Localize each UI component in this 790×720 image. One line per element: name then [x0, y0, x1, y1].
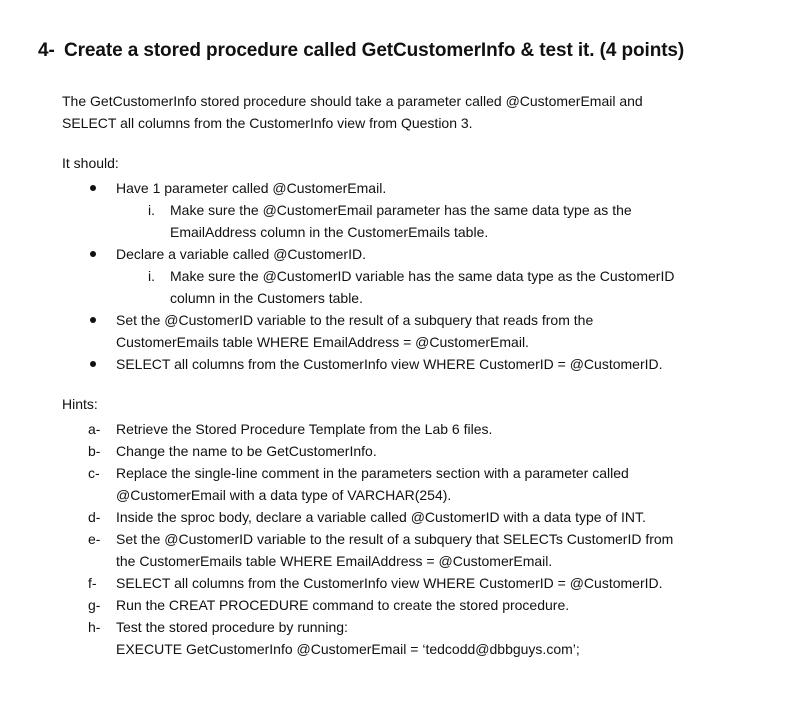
- hint-letter: b-: [88, 443, 101, 459]
- bullet-item: [62, 309, 752, 331]
- bullet-text: Have 1 parameter called @CustomerEmail.: [116, 180, 387, 196]
- bullet-text: CustomerEmails table WHERE EmailAddress = @CustomerEmail.: [116, 334, 529, 350]
- question-heading: [38, 40, 684, 62]
- sub-item-continuation: [62, 221, 752, 243]
- hint-code: EXECUTE GetCustomerInfo @CustomerEmail = ‘tedcodd@dbbguys.com’;: [116, 641, 580, 657]
- hint-text: SELECT all columns from the CustomerInfo view WHERE CustomerID = @CustomerID.: [116, 575, 663, 591]
- bullet-icon: [90, 361, 96, 367]
- bullet-text: Declare a variable called @CustomerID.: [116, 246, 366, 262]
- sub-item-continuation: [62, 287, 752, 309]
- question-number: 4-: [38, 40, 55, 61]
- sub-item-text: column in the Customers table.: [170, 290, 363, 306]
- hint-letter: c-: [88, 465, 100, 481]
- hint-item: [62, 418, 752, 440]
- hint-text: Retrieve the Stored Procedure Template from the Lab 6 files.: [116, 421, 493, 437]
- requirements-list: [62, 177, 752, 375]
- bullet-item: [62, 177, 752, 199]
- bullet-text: Set the @CustomerID variable to the result of a subquery that reads from the: [116, 312, 594, 328]
- hint-letter: a-: [88, 421, 101, 437]
- hint-continuation: [62, 638, 752, 660]
- bullet-icon: [90, 317, 96, 323]
- bullet-icon: [90, 185, 96, 191]
- hint-letter: f-: [88, 575, 97, 591]
- roman-numeral: i.: [148, 268, 155, 284]
- hint-continuation: [62, 484, 752, 506]
- hint-text: Inside the sproc body, declare a variable called @CustomerID with a data type of INT.: [116, 509, 646, 525]
- sub-item-text: Make sure the @CustomerID variable has the same data type as the CustomerID: [170, 268, 675, 284]
- roman-numeral: i.: [148, 202, 155, 218]
- bullet-icon: [90, 251, 96, 257]
- hint-item: [62, 528, 752, 550]
- hint-letter: g-: [88, 597, 101, 613]
- sub-item-text: Make sure the @CustomerEmail parameter has the same data type as the: [170, 202, 632, 218]
- hint-text: Set the @CustomerID variable to the result of a subquery that SELECTs CustomerID from: [116, 531, 674, 547]
- sub-item-text: EmailAddress column in the CustomerEmails table.: [170, 224, 489, 240]
- hint-item: [62, 440, 752, 462]
- hint-item: [62, 594, 752, 616]
- hint-item: [62, 506, 752, 528]
- hint-text: Run the CREAT PROCEDURE command to create the stored procedure.: [116, 597, 570, 613]
- intro-paragraph: [62, 90, 742, 134]
- intro-line: SELECT all columns from the CustomerInfo view from Question 3.: [62, 115, 473, 131]
- hint-continuation: [62, 550, 752, 572]
- hint-text: Test the stored procedure by running:: [116, 619, 348, 635]
- hint-text: Replace the single-line comment in the parameters section with a parameter called: [116, 465, 629, 481]
- hint-item: [62, 572, 752, 594]
- intro-line: The GetCustomerInfo stored procedure should take a parameter called @CustomerEmail and: [62, 93, 643, 109]
- hint-letter: d-: [88, 509, 101, 525]
- hint-text: Change the name to be GetCustomerInfo.: [116, 443, 377, 459]
- bullet-item: [62, 353, 752, 375]
- hint-item: [62, 462, 752, 484]
- hint-text: @CustomerEmail with a data type of VARCHAR(254).: [116, 487, 452, 503]
- hints-list: [62, 418, 752, 660]
- hint-letter: e-: [88, 531, 101, 547]
- sub-item: [62, 199, 752, 221]
- hint-letter: h-: [88, 619, 101, 635]
- sub-item: [62, 265, 752, 287]
- hint-item: [62, 616, 752, 638]
- bullet-continuation: [62, 331, 752, 353]
- it-should-label: It should:: [62, 155, 119, 171]
- question-title: Create a stored procedure called GetCustomerInfo & test it. (4 points): [64, 40, 685, 61]
- bullet-item: [62, 243, 752, 265]
- hints-label: Hints:: [62, 396, 98, 412]
- bullet-text: SELECT all columns from the CustomerInfo view WHERE CustomerID = @CustomerID.: [116, 356, 663, 372]
- hint-text: the CustomerEmails table WHERE EmailAddress = @CustomerEmail.: [116, 553, 553, 569]
